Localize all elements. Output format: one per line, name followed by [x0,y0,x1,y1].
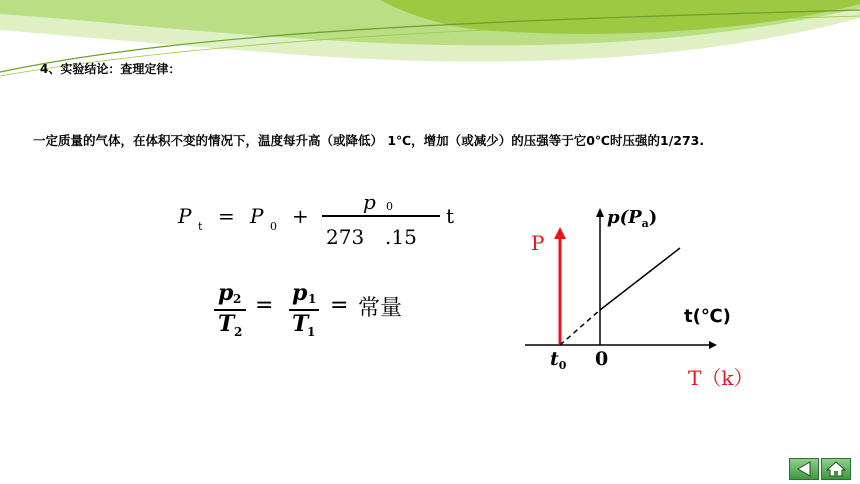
formula-numerator-sub: 0 [386,200,393,213]
fraction-line [322,215,440,217]
formula-t: t [446,204,455,228]
home-button[interactable] [821,458,851,480]
y-axis-arrow [596,208,604,217]
formula-sub-t: t [198,220,203,233]
red-axis-label: P [531,231,545,255]
ratio-p2: p [218,280,234,306]
formula-P0: P [250,204,264,228]
x-axis-arrow [709,341,717,349]
ratio-T1: T [292,311,309,337]
formula-sub-0: 0 [270,220,277,233]
formula-denominator-decimal: .15 [385,225,417,249]
kelvin-label: T（k） [688,366,754,390]
ratio-equals-1: = [255,293,274,318]
ratio-T2-sub: 2 [234,325,243,339]
t0-label: $t_0$ [550,348,567,372]
formula-plus: + [292,204,309,228]
y-axis-label: $p(P_a)$ [607,207,658,230]
ratio-equals-2: = [330,293,349,318]
formula-equals: = [218,204,235,228]
triangle-left-icon [790,459,818,479]
formula-numerator-p: p [363,190,376,214]
ratio-T1-sub: 1 [307,325,316,339]
law-statement: 一定质量的气体，在体积不变的情况下，温度每升高（或降低） 1℃，增加（或减少）的压强等于它0℃时压强的1/273. [33,133,705,148]
ratio-constant: 常量 [358,296,403,321]
section-heading: 4、实验结论：查理定律： [40,62,181,76]
ratio-p1: p [292,280,308,306]
formula-P: P [178,204,192,228]
extrapolation-dashed-line [560,310,600,345]
ratio-p1-sub: 1 [308,292,317,306]
formula-denominator: 273 [326,225,365,249]
pressure-line [600,248,680,310]
home-icon [822,459,850,479]
ratio-p2-sub: 2 [233,292,242,306]
ratio-T2: T [218,311,235,337]
red-axis-arrow [554,227,566,239]
zero-label: 0 [595,348,609,370]
x-axis-celsius-label: t(℃) [684,306,731,327]
previous-slide-button[interactable] [789,458,819,480]
